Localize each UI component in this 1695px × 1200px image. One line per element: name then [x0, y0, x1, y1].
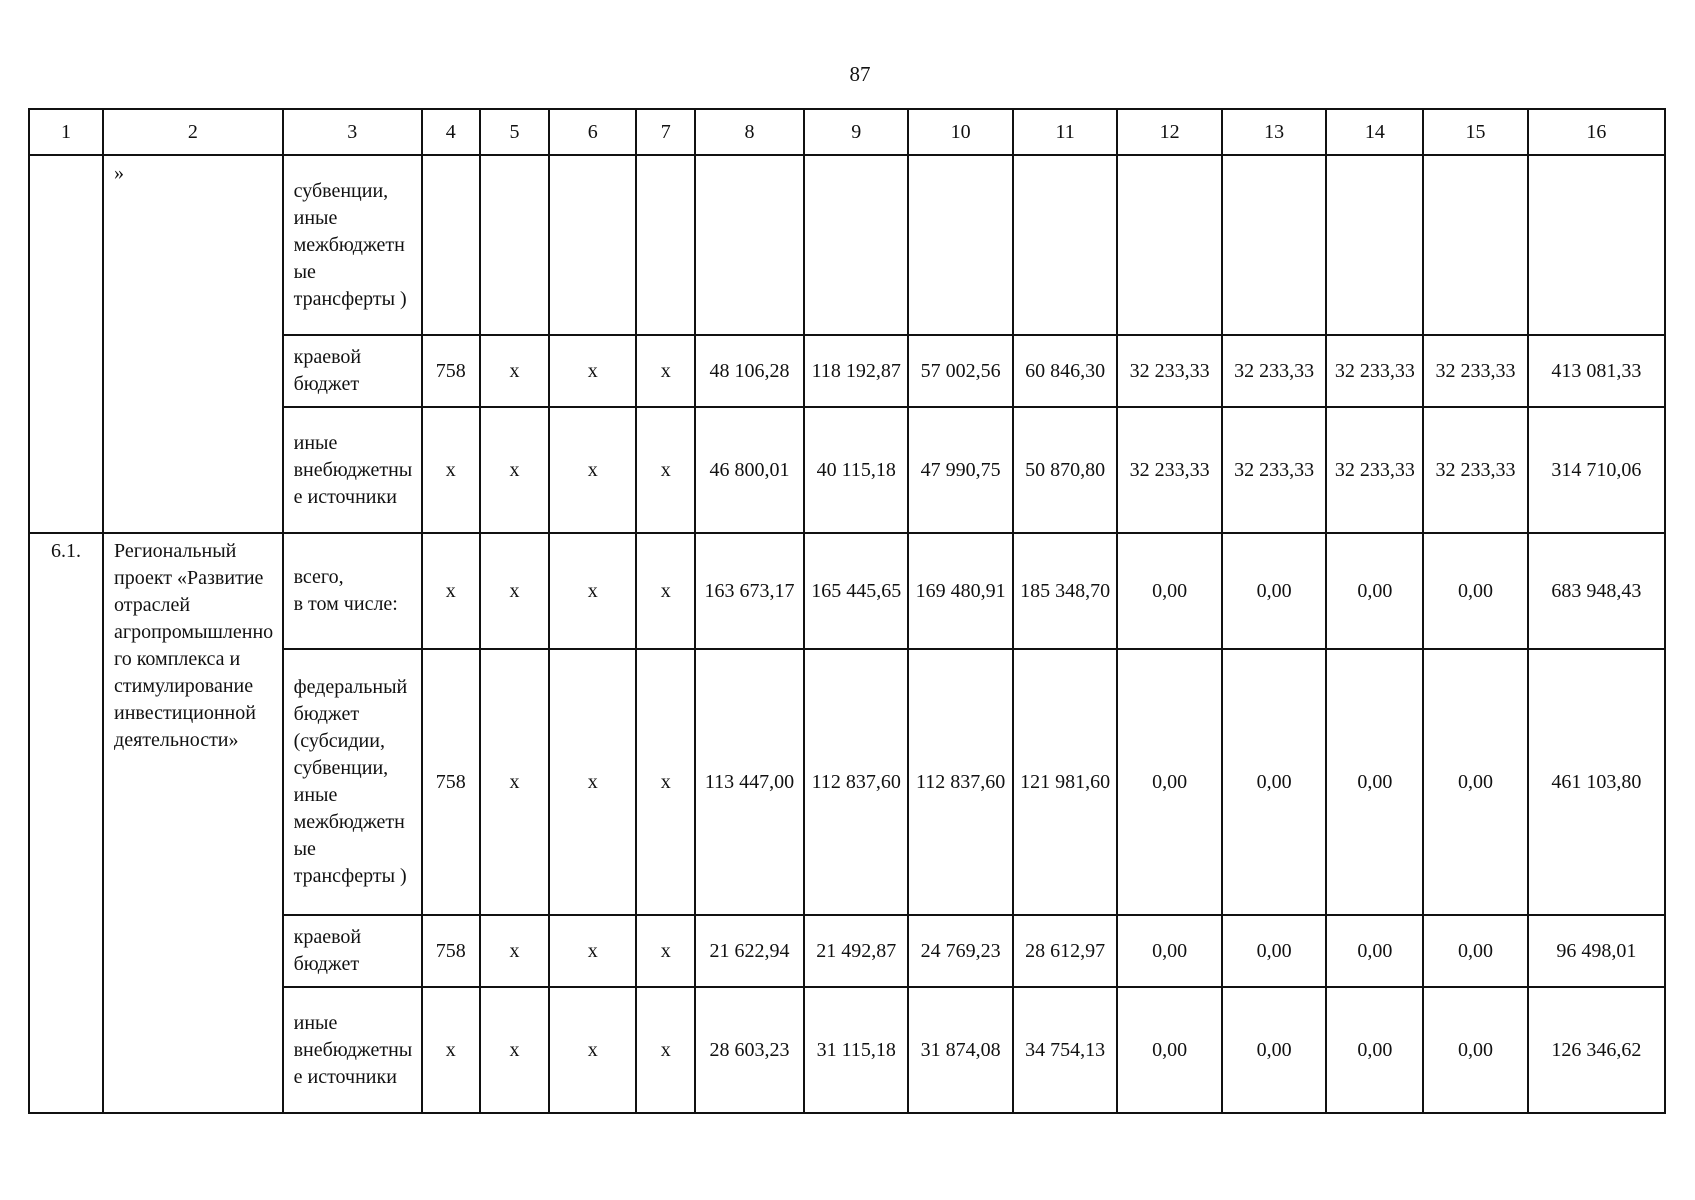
value-cell: 0,00: [1117, 915, 1221, 987]
value-cell: 32 233,33: [1423, 335, 1527, 407]
value-cell: 32 233,33: [1222, 335, 1326, 407]
value-cell: [695, 155, 804, 335]
code-cell: х: [480, 335, 550, 407]
continuation-mark: »: [103, 155, 283, 533]
value-cell: 169 480,91: [908, 533, 1012, 649]
code-cell: х: [549, 335, 636, 407]
value-cell: 32 233,33: [1326, 407, 1423, 533]
value-cell: 113 447,00: [695, 649, 804, 915]
value-cell: 47 990,75: [908, 407, 1012, 533]
source-cell: иные внебюджетные источники: [283, 987, 422, 1113]
value-cell: [1117, 155, 1221, 335]
code-cell: х: [636, 987, 695, 1113]
code-cell: х: [636, 335, 695, 407]
value-cell: 0,00: [1423, 649, 1527, 915]
code-cell: х: [549, 407, 636, 533]
column-number-row: [29, 109, 1665, 155]
code-cell: [636, 155, 695, 335]
code-cell: [480, 155, 550, 335]
value-cell: 0,00: [1222, 987, 1326, 1113]
code-cell: х: [636, 533, 695, 649]
source-line: всего,: [293, 566, 344, 588]
value-cell: 185 348,70: [1013, 533, 1117, 649]
value-cell: [1222, 155, 1326, 335]
col-header: 4: [422, 109, 480, 155]
code-cell: х: [636, 649, 695, 915]
code-cell: х: [480, 407, 550, 533]
col-header: 14: [1326, 109, 1423, 155]
col-header: 16: [1528, 109, 1665, 155]
col-header: 7: [636, 109, 695, 155]
value-cell: 57 002,56: [908, 335, 1012, 407]
value-cell: 118 192,87: [804, 335, 908, 407]
code-cell: х: [549, 533, 636, 649]
value-cell: 40 115,18: [804, 407, 908, 533]
value-cell: [908, 155, 1012, 335]
value-cell: 0,00: [1117, 649, 1221, 915]
budget-table: [28, 108, 1666, 1114]
value-cell: 0,00: [1222, 533, 1326, 649]
col-header: 8: [695, 109, 804, 155]
value-cell: 0,00: [1326, 649, 1423, 915]
value-cell: 0,00: [1423, 987, 1527, 1113]
value-cell: 0,00: [1117, 987, 1221, 1113]
value-cell: 28 612,97: [1013, 915, 1117, 987]
code-cell: х: [549, 649, 636, 915]
value-cell: [1326, 155, 1423, 335]
value-cell: 60 846,30: [1013, 335, 1117, 407]
source-cell: [283, 533, 422, 649]
col-header: 3: [283, 109, 422, 155]
value-cell: 24 769,23: [908, 915, 1012, 987]
col-header: 13: [1222, 109, 1326, 155]
value-cell: 32 233,33: [1117, 407, 1221, 533]
table-row: [29, 155, 1665, 335]
code-cell: х: [636, 915, 695, 987]
total-cell: [1528, 155, 1665, 335]
value-cell: 0,00: [1423, 915, 1527, 987]
source-line: в том числе:: [293, 593, 398, 615]
code-cell: х: [480, 533, 550, 649]
code-cell: х: [480, 987, 550, 1113]
page-number: 87: [849, 62, 871, 86]
total-cell: 461 103,80: [1528, 649, 1665, 915]
value-cell: 121 981,60: [1013, 649, 1117, 915]
code-cell: х: [480, 915, 550, 987]
value-cell: 0,00: [1222, 915, 1326, 987]
value-cell: 46 800,01: [695, 407, 804, 533]
value-cell: 0,00: [1326, 987, 1423, 1113]
value-cell: 0,00: [1117, 533, 1221, 649]
code-cell: [549, 155, 636, 335]
col-header: 9: [804, 109, 908, 155]
col-header: 5: [480, 109, 550, 155]
code-cell: 758: [422, 649, 480, 915]
code-cell: х: [422, 987, 480, 1113]
code-cell: х: [480, 649, 550, 915]
code-cell: 758: [422, 335, 480, 407]
value-cell: 0,00: [1326, 533, 1423, 649]
col-header: 1: [29, 109, 103, 155]
total-cell: 413 081,33: [1528, 335, 1665, 407]
code-cell: х: [422, 533, 480, 649]
value-cell: 32 233,33: [1117, 335, 1221, 407]
col-header: 12: [1117, 109, 1221, 155]
table-row: [29, 533, 1665, 649]
total-cell: 126 346,62: [1528, 987, 1665, 1113]
value-cell: 0,00: [1423, 533, 1527, 649]
value-cell: 112 837,60: [908, 649, 1012, 915]
value-cell: 48 106,28: [695, 335, 804, 407]
total-cell: 96 498,01: [1528, 915, 1665, 987]
value-cell: 34 754,13: [1013, 987, 1117, 1113]
value-cell: 28 603,23: [695, 987, 804, 1113]
value-cell: 21 492,87: [804, 915, 908, 987]
total-cell: 314 710,06: [1528, 407, 1665, 533]
source-cell: краевой бюджет: [283, 335, 422, 407]
value-cell: 31 115,18: [804, 987, 908, 1113]
code-cell: х: [549, 987, 636, 1113]
row-number-cell: 6.1.: [29, 533, 103, 1113]
value-cell: 0,00: [1222, 649, 1326, 915]
source-cell: краевой бюджет: [283, 915, 422, 987]
value-cell: [1013, 155, 1117, 335]
col-header: 2: [103, 109, 283, 155]
value-cell: [1423, 155, 1527, 335]
value-cell: 112 837,60: [804, 649, 908, 915]
value-cell: 163 673,17: [695, 533, 804, 649]
code-cell: х: [422, 407, 480, 533]
source-cell: иные внебюджетные источники: [283, 407, 422, 533]
code-cell: 758: [422, 915, 480, 987]
code-cell: х: [636, 407, 695, 533]
col-header: 15: [1423, 109, 1527, 155]
code-cell: х: [549, 915, 636, 987]
row-number-cell: [29, 155, 103, 533]
project-name-cell: Региональный проект «Развитие отраслей агропромышленного комплекса и стимулирование инвестиционной деятельности»: [103, 533, 283, 1113]
value-cell: 32 233,33: [1326, 335, 1423, 407]
code-cell: [422, 155, 480, 335]
value-cell: 32 233,33: [1423, 407, 1527, 533]
value-cell: 50 870,80: [1013, 407, 1117, 533]
col-header: 6: [549, 109, 636, 155]
source-cell: субвенции, иные межбюджетные трансферты ): [283, 155, 422, 335]
total-cell: 683 948,43: [1528, 533, 1665, 649]
value-cell: 0,00: [1326, 915, 1423, 987]
value-cell: 31 874,08: [908, 987, 1012, 1113]
value-cell: 165 445,65: [804, 533, 908, 649]
value-cell: [804, 155, 908, 335]
col-header: 10: [908, 109, 1012, 155]
value-cell: 32 233,33: [1222, 407, 1326, 533]
value-cell: 21 622,94: [695, 915, 804, 987]
source-cell: федеральный бюджет (субсидии, субвенции, иные межбюджетные трансферты ): [283, 649, 422, 915]
col-header: 11: [1013, 109, 1117, 155]
